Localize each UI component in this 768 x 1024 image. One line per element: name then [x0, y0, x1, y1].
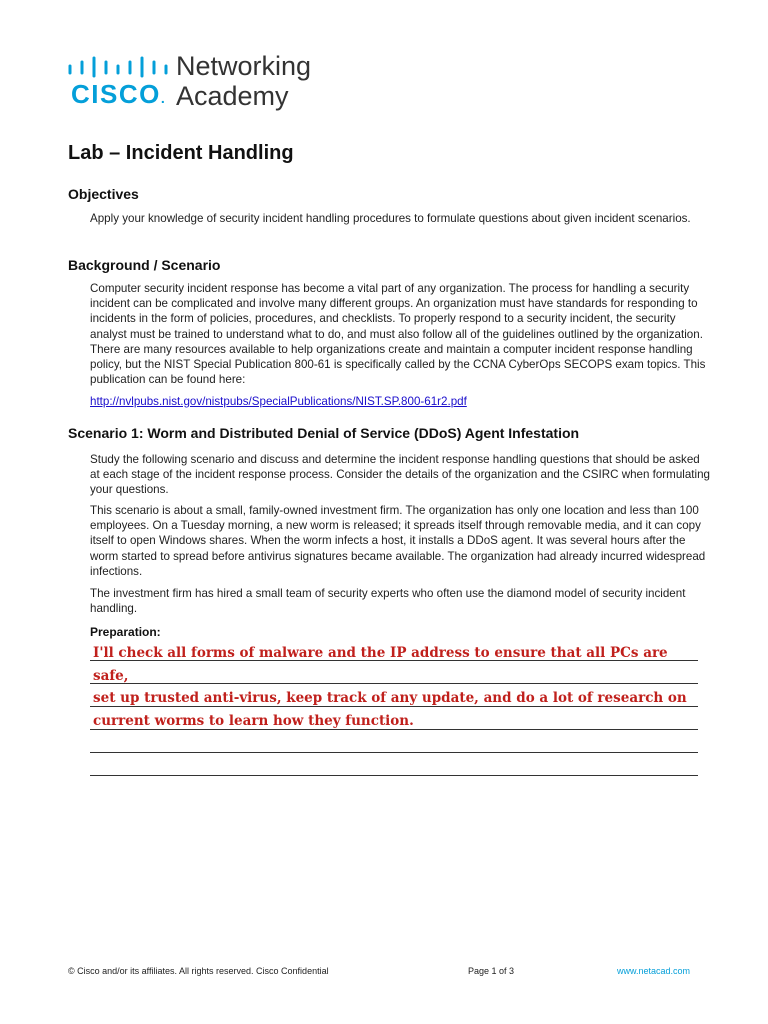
- scenario1-paragraph-3: The investment firm has hired a small team of security experts who often use the diamond model of security incident handling.: [90, 587, 686, 616]
- footer-page-number: Page 1 of 3: [468, 966, 515, 976]
- answer-line-1: I'll check all forms of malware and the IP address to ensure that all PCs are safe,: [93, 645, 668, 684]
- cisco-dot: .: [160, 90, 165, 106]
- objectives-heading: Objectives: [68, 186, 139, 202]
- nist-link-paragraph: [90, 394, 710, 409]
- background-heading: Background / Scenario: [68, 257, 221, 273]
- scenario1-paragraph-2: This scenario is about a small, family-owned investment firm. The organization has only one location and less than 100 employees. On a Tuesday morning, a new worm is released; it spreads itself through removable media, and it can copy itself to open Windows shares. When the worm infects a host, it installs a DDoS agent. It was several hours after the worm started to spread before antivirus signatures became available. The organization had already incurred widespread infections.: [90, 504, 706, 578]
- cisco-bars-logo-icon: [68, 56, 168, 78]
- answer-rule: [90, 752, 698, 753]
- logo-academy-text: Academy: [176, 81, 289, 111]
- preparation-label: Preparation:: [90, 625, 161, 639]
- scenario1-paragraph-1: Study the following scenario and discuss and determine the incident response handling questions that should be asked at each stage of the incident response process. Consider the details of the organization and the CSIRC when formulating your questions.: [90, 453, 710, 497]
- answer-line-3: current worms to learn how they function.: [93, 712, 414, 729]
- objectives-text: Apply your knowledge of security incident handling procedures to formulate questions about given incident scenarios.: [90, 212, 691, 225]
- answer-rule: [90, 775, 698, 776]
- handwritten-answer[interactable]: [93, 642, 703, 732]
- logo-networking-text: Networking: [176, 51, 312, 81]
- answer-line-2: set up trusted anti-virus, keep track of any update, and do a lot of research on: [93, 690, 687, 706]
- footer-copyright: © Cisco and/or its affiliates. All rights reserved. Cisco Confidential: [68, 966, 329, 976]
- cisco-networking-academy-logo: [68, 50, 368, 110]
- cisco-text: CISCO: [71, 79, 161, 109]
- nist-publication-link[interactable]: http://nvlpubs.nist.gov/nistpubs/SpecialPublications/NIST.SP.800-61r2.pdf: [90, 395, 467, 408]
- scenario1-heading: Scenario 1: Worm and Distributed Denial of Service (DDoS) Agent Infestation: [68, 425, 580, 441]
- footer-site-link[interactable]: www.netacad.com: [617, 966, 691, 976]
- background-text: Computer security incident response has become a vital part of any organization. The process for handling a security incident can be complicated and involve many different groups. An organization must have standards for responding to incidents in the form of policies, procedures, and checklists. To properly respond to a security incident, the security analyst must be trained to understand what to do, and must also follow all of the guidelines outlined by the organization. There are many resources available to help organizations create and maintain a computer incident response handling policy, but the NIST Special Publication 800-61 is specifically called by the CCNA CyberOps SECOPS exam topics. This publication can be found here:: [90, 282, 706, 387]
- cisco-wordmark: [71, 81, 165, 107]
- page-title: Lab – Incident Handling: [68, 142, 294, 164]
